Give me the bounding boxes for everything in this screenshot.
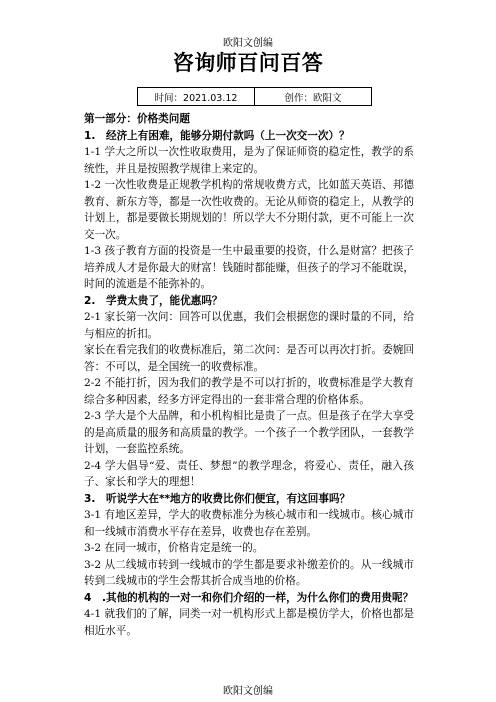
meta-table bbox=[137, 87, 372, 106]
body-paragraph: 1-2 一次性收费是正规教学机构的常规收费方式，比如蓝天英语、邦德教育、新东方等，都是一次性收费的。无论从师资的稳定上，从教学的计划上，都是要做长期规划的！所以学大不分期付款，更不可能上一次交一次。 bbox=[84, 179, 414, 241]
section-heading: 4 .其他的机构的一对一和你们介绍的一样，为什么你们的费用贵呢？ bbox=[84, 591, 414, 604]
author-cell: 创作：欧阳文 bbox=[254, 88, 371, 105]
body-paragraph: 2-2 不能打折，因为我们的教学是不可以打折的，收费标准是学大教育综合多种因素，经多方评定得出的一套非常合理的价格体系。 bbox=[84, 377, 414, 406]
body-paragraph: 家长在看完我们的收费标准后，第二次问：是否可以再次打折。委婉回答：不可以，是全国统一的收费标准。 bbox=[84, 344, 414, 373]
document-title: 咨询师百问百答 bbox=[172, 51, 324, 75]
body-paragraph: 2-4 学大倡导“爱、责任、梦想”的教学理念，将爱心、责任，融入孩子、家长和学大的理想！ bbox=[84, 459, 414, 488]
time-cell: 时间：2021.03.12 bbox=[154, 92, 238, 104]
body-paragraph: 3-2 从二线城市转到一线城市的学生都是要求补缴差价的。从一线城市转到二线城市的学生会帮其折合成当地的价格。 bbox=[84, 558, 414, 587]
section-heading: 第一部分：价格类问题 bbox=[84, 113, 190, 125]
page-footer: 欧阳文创编 bbox=[223, 686, 273, 697]
body-paragraph: 3-2 在同一城市，价格肯定是统一的。 bbox=[84, 542, 264, 554]
body-paragraph: 4-1 就我们的了解，同类一对一机构形式上都是模仿学大，价格也都是相近水平。 bbox=[84, 608, 414, 637]
body-paragraph: 3-1 有地区差异，学大的收费标准分为核心城市和一线城市。核心城市和一线城市消费水平存在差异，收费也存在差别。 bbox=[84, 509, 414, 538]
section-heading: 3. 听说学大在**地方的收费比你们便宜，有这回事吗？ bbox=[84, 492, 351, 505]
body-paragraph: 1-1 学大之所以一次性收取费用，是为了保证师资的稳定性，教学的系统性，并且是按照教学规律上来定的。 bbox=[84, 146, 414, 175]
document-body bbox=[84, 111, 414, 639]
body-paragraph: 1-3 孩子教育方面的投资是一生中最重要的投资，什么是财富？把孩子培养成人才是你最大的财富！钱随时都能赚，但孩子的学习不能耽误，时间的流逝是不能弥补的。 bbox=[84, 245, 414, 290]
body-paragraph: 2-1 家长第一次问：回答可以优惠，我们会根据您的课时量的不同，给与相应的折扣。 bbox=[84, 311, 414, 340]
page-header: 欧阳文创编 bbox=[223, 38, 273, 49]
section-heading: 1. 经济上有困难，能够分期付款吗（上一次交一次）？ bbox=[84, 129, 350, 142]
body-paragraph: 2-3 学大是个大品牌，和小机构相比是贵了一点。但是孩子在学大享受的是高质量的服务和高质量的教学。一个孩子一个教学团队，一套教学计划，一套监控系统。 bbox=[84, 410, 414, 455]
section-heading: 2. 学费太贵了，能优惠吗？ bbox=[84, 294, 223, 307]
